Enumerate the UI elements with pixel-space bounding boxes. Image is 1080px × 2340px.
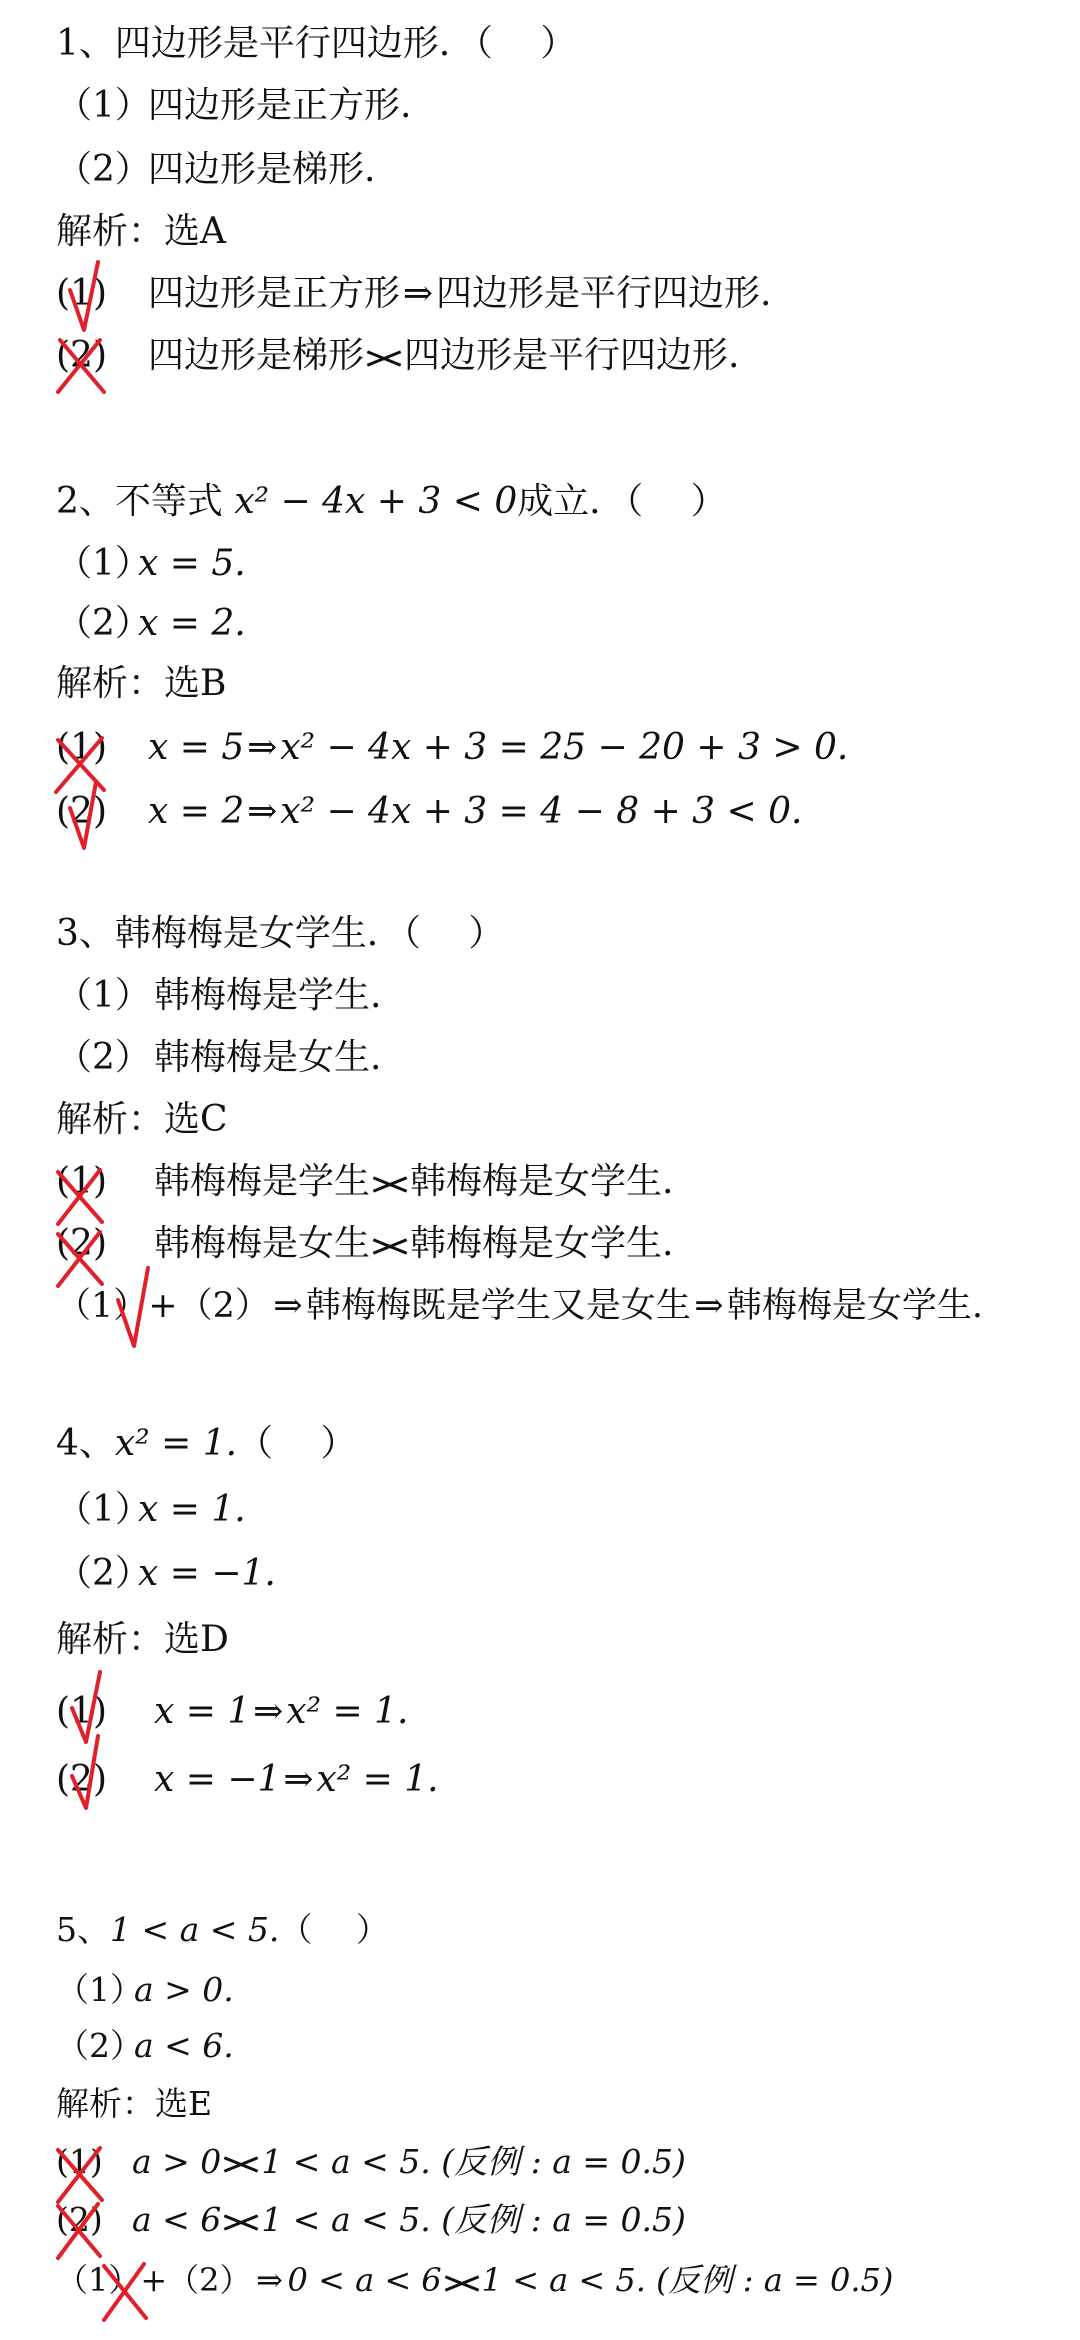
problem-3-reason-3	[56, 1282, 983, 1330]
reason-left: 四边形是梯形	[148, 335, 365, 376]
problem-3-reason-1	[56, 1158, 673, 1206]
condition-label: （1）	[56, 85, 151, 126]
condition-text: x = 1.	[138, 1489, 246, 1530]
reason-mid: 0 < a < 6	[287, 2261, 442, 2299]
condition-label: （2）	[56, 149, 151, 190]
reason-left: （1）+（2）	[56, 1286, 270, 1326]
reason-left: 四边形是正方形	[148, 273, 401, 314]
problem-1-reason-2	[56, 332, 739, 380]
reason-label: (1)	[56, 2142, 103, 2181]
problem-5-reason-2	[56, 2196, 686, 2244]
stem-prefix: 2、不等式	[56, 481, 235, 522]
problem-3-reason-2	[56, 1220, 673, 1268]
reason-left: x = 5	[148, 727, 245, 768]
reason-right: 四边形是平行四边形.	[436, 273, 772, 314]
problem-2-reason-1	[56, 724, 848, 772]
reason-right: x² − 4x + 3 = 4 − 8 + 3 < 0.	[280, 791, 803, 832]
reason-right: 韩梅梅是女学生.	[410, 1223, 674, 1264]
implies-symbol: ⇒	[402, 273, 434, 314]
condition-text: a > 0.	[134, 1970, 234, 2009]
reason-left: 韩梅梅是女生	[154, 1223, 371, 1264]
reason-left: x = 2	[148, 791, 245, 832]
reason-right: 韩梅梅是女学生.	[726, 1286, 984, 1326]
reason-right: x² = 1.	[286, 1691, 409, 1732]
implies-symbol: ⇒	[283, 1759, 314, 1800]
reason-left: x = 1	[154, 1691, 251, 1732]
problem-4-reason-1	[56, 1688, 408, 1736]
problem-5-answer: 解析：选E	[56, 2084, 213, 2123]
reason-label: (1)	[56, 1691, 107, 1732]
problem-4-condition-1	[56, 1486, 246, 1534]
reason-right: 1 < a < 5. (反例 : a = 0.5)	[481, 2261, 894, 2299]
reason-label: (1)	[56, 727, 107, 768]
stem-math: x² − 4x + 3 < 0	[234, 481, 518, 522]
problem-5-stem	[56, 1906, 389, 1954]
reason-left: （1）+（2）	[56, 2261, 252, 2299]
not-implies-symbol	[370, 1230, 410, 1262]
problem-3-condition-2	[56, 1034, 381, 1082]
problem-1-condition-1	[56, 82, 411, 130]
not-implies-symbol	[221, 2148, 261, 2180]
reason-label: (2)	[56, 791, 107, 832]
problem-2-reason-2	[56, 788, 802, 836]
implies-symbol: ⇒	[256, 2261, 283, 2299]
reason-right: 1 < a < 5. (反例 : a = 0.5)	[261, 2200, 686, 2239]
condition-label: （2）	[56, 603, 151, 644]
problem-2-condition-1	[56, 540, 246, 588]
reason-right: 韩梅梅是女学生.	[410, 1161, 674, 1202]
reason-mid: 韩梅梅既是学生又是女生	[305, 1286, 691, 1326]
problem-2-answer: 解析：选B	[56, 663, 227, 704]
condition-text: 韩梅梅是女生.	[154, 1037, 382, 1078]
reason-label: (2)	[56, 1223, 107, 1264]
stem-prefix: 5、	[56, 1910, 110, 1949]
condition-text: x = 2.	[138, 603, 246, 644]
stem-suffix: 成立．（ ）	[517, 481, 727, 522]
reason-right: x² − 4x + 3 = 25 − 20 + 3 > 0.	[280, 727, 849, 768]
not-implies-symbol	[370, 1168, 410, 1200]
stem-math: 1 < a < 5.	[110, 1910, 280, 1949]
implies-symbol: ⇒	[253, 1691, 284, 1732]
reason-right: 四边形是平行四边形.	[404, 335, 740, 376]
reason-left: x = −1	[154, 1759, 281, 1800]
not-implies-symbol	[364, 342, 404, 374]
stem-math: x² = 1.	[114, 1423, 238, 1464]
condition-label: （1）	[56, 975, 151, 1016]
problem-4-condition-2	[56, 1550, 276, 1598]
problem-2-stem	[56, 478, 727, 526]
condition-text: a < 6.	[134, 2026, 234, 2065]
condition-label: （1）	[56, 1489, 151, 1530]
problem-4-reason-2	[56, 1756, 439, 1804]
reason-right: 1 < a < 5. (反例 : a = 0.5)	[261, 2142, 686, 2181]
problem-1-condition-2	[56, 146, 375, 194]
problem-1-stem: 1、四边形是平行四边形．（ ）	[56, 23, 577, 64]
problem-1-answer: 解析：选A	[56, 211, 226, 252]
reason-left: a < 6	[132, 2200, 222, 2239]
reason-left: 韩梅梅是学生	[154, 1161, 371, 1202]
condition-text: 四边形是正方形.	[148, 85, 412, 126]
not-implies-symbol	[442, 2267, 482, 2299]
condition-text: 四边形是梯形.	[148, 149, 376, 190]
condition-label: （2）	[56, 1553, 151, 1594]
problem-3-answer: 解析：选C	[56, 1099, 228, 1140]
not-implies-symbol	[221, 2206, 261, 2238]
reason-label: (2)	[56, 335, 107, 376]
problem-3-condition-1	[56, 972, 381, 1020]
stem-prefix: 4、	[56, 1423, 115, 1464]
problem-3-stem: 3、韩梅梅是女学生．（ ）	[56, 913, 505, 954]
problem-5-condition-2	[56, 2022, 234, 2070]
problem-4-stem	[56, 1420, 357, 1468]
reason-label: (1)	[56, 273, 107, 314]
stem-suffix: （ ）	[237, 1423, 357, 1464]
problem-5-reason-3	[56, 2256, 893, 2304]
stem-suffix: （ ）	[279, 1910, 389, 1949]
condition-label: （1）	[56, 543, 151, 584]
reason-label: (2)	[56, 1759, 107, 1800]
condition-label: （1）	[56, 1970, 143, 2009]
condition-text: x = −1.	[138, 1553, 276, 1594]
condition-text: x = 5.	[138, 543, 246, 584]
problem-2-condition-2	[56, 600, 246, 648]
problem-5-condition-1	[56, 1966, 234, 2014]
implies-symbol: ⇒	[247, 791, 278, 832]
problem-4-answer: 解析：选D	[56, 1619, 229, 1660]
implies-symbol: ⇒	[694, 1286, 724, 1326]
problem-5-reason-1	[56, 2138, 686, 2186]
reason-right: x² = 1.	[316, 1759, 439, 1800]
condition-text: 韩梅梅是学生.	[154, 975, 382, 1016]
implies-symbol: ⇒	[247, 727, 278, 768]
problem-1-reason-1	[56, 270, 771, 318]
reason-label: (2)	[56, 2200, 103, 2239]
reason-label: (1)	[56, 1161, 107, 1202]
implies-symbol: ⇒	[273, 1286, 303, 1326]
condition-label: （2）	[56, 1037, 151, 1078]
condition-label: （2）	[56, 2026, 143, 2065]
reason-left: a > 0	[132, 2142, 222, 2181]
